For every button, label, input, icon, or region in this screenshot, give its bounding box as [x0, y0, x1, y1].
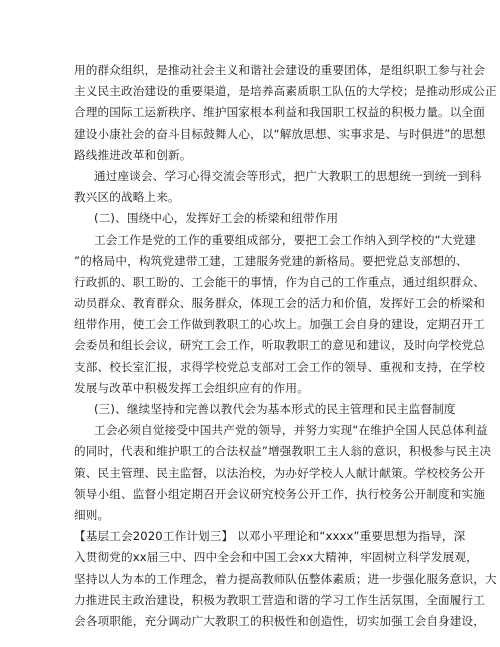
- section-heading: (三)、继续坚持和完善以教代会为基本形式的民主管理和民主监督制度: [94, 402, 456, 416]
- text-line: ”的格局中，构筑党建带工建，工建服务党建的新格局。要把党总支部想的、: [74, 253, 468, 268]
- plan-title-line: 【基层工会2020工作计划三】 以邓小平理论和“xxxx”重要思想为指导，深: [74, 529, 466, 544]
- text-line: 入贯彻党的xx届三中、四中全会和中国工会xx大精神，牢固树立科学发展观，: [74, 550, 478, 565]
- text-line: 工会工作是党的工作的重要组成部分，要把工会工作纳入到学校的“大党建: [94, 232, 476, 247]
- text-line: 工会必须自觉接受中国共产党的领导，并努力实现“在维护全国人民总体利益: [94, 423, 488, 438]
- text-line: 路线推进改革和创新。: [74, 147, 192, 162]
- text-line: 发展与改革中积极发挥工会组织应有的作用。: [74, 380, 309, 395]
- section-heading: (二)、围绕中心，发挥好工会的桥梁和纽带作用: [94, 211, 339, 226]
- text-line: 会各项职能，充分调动广大教职工的积极性和创造性，切实加强工会自身建设，: [74, 613, 486, 628]
- text-line: 建设小康社会的奋斗目标鼓舞人心，以“解放思想、实事求是、与时俱进”的思想: [74, 126, 486, 141]
- text-line: 纽带作用，使工会工作做到教职工的心坎上。加强工会自身的建设，定期召开工: [74, 317, 486, 332]
- text-line: 支部、校长室汇报，求得学校党总支部对工会工作的领导、重视和支持，在学校: [74, 359, 486, 374]
- text-line: 动员群众、教育群众、服务群众，体现工会的活力和价值，发挥好工会的桥梁和: [74, 296, 486, 311]
- text-line: 坚持以人为本的工作理念，着力提高教师队伍整体素质；进一步强化服务意识，大: [74, 571, 497, 586]
- text-line: 的同时，代表和维护职工的合法权益”增强教职工主人翁的意识，积极参与民主决: [74, 444, 492, 459]
- text-line: 力推进民主政治建设，积极为教职工营造和谐的学习工作生活氛围，全面履行工: [74, 592, 486, 607]
- text-line: 主义民主政治建设的重要渠道，是培养高素质职工队伍的大学校；是推动形成公正: [74, 84, 497, 99]
- text-line: 会委员和组长会议，研究工会工作，听取教职工的意见和建议，及时向学校党总: [74, 338, 486, 353]
- text-line: 合理的国际工运新秩序、维护国家根本利益和我国职工权益的积极力量。以全面: [74, 105, 486, 120]
- text-line: 通过座谈会、学习心得交流会等形式，把广大教职工的思想统一到统一到科: [94, 168, 482, 183]
- text-line: 教兴区的战略上来。: [74, 190, 180, 205]
- text-line: 策、民主管理、民主监督，以法治校，为办好学校人人献计献策。学校校务公开: [74, 465, 486, 480]
- text-line: 行政抓的、职工盼的、工会能干的事情，作为自己的工作重点，通过组织群众、: [74, 274, 486, 289]
- text-line: 细则。: [74, 507, 110, 522]
- text-line: 领导小组、监督小组定期召开会议研究校务公开工作，执行校务公开制度和实施: [74, 486, 486, 501]
- document-page: [74, 60, 497, 632]
- text-line: 用的群众组织，是推动社会主义和谐社会建设的重要团体，是组织职工参与社会: [74, 63, 486, 77]
